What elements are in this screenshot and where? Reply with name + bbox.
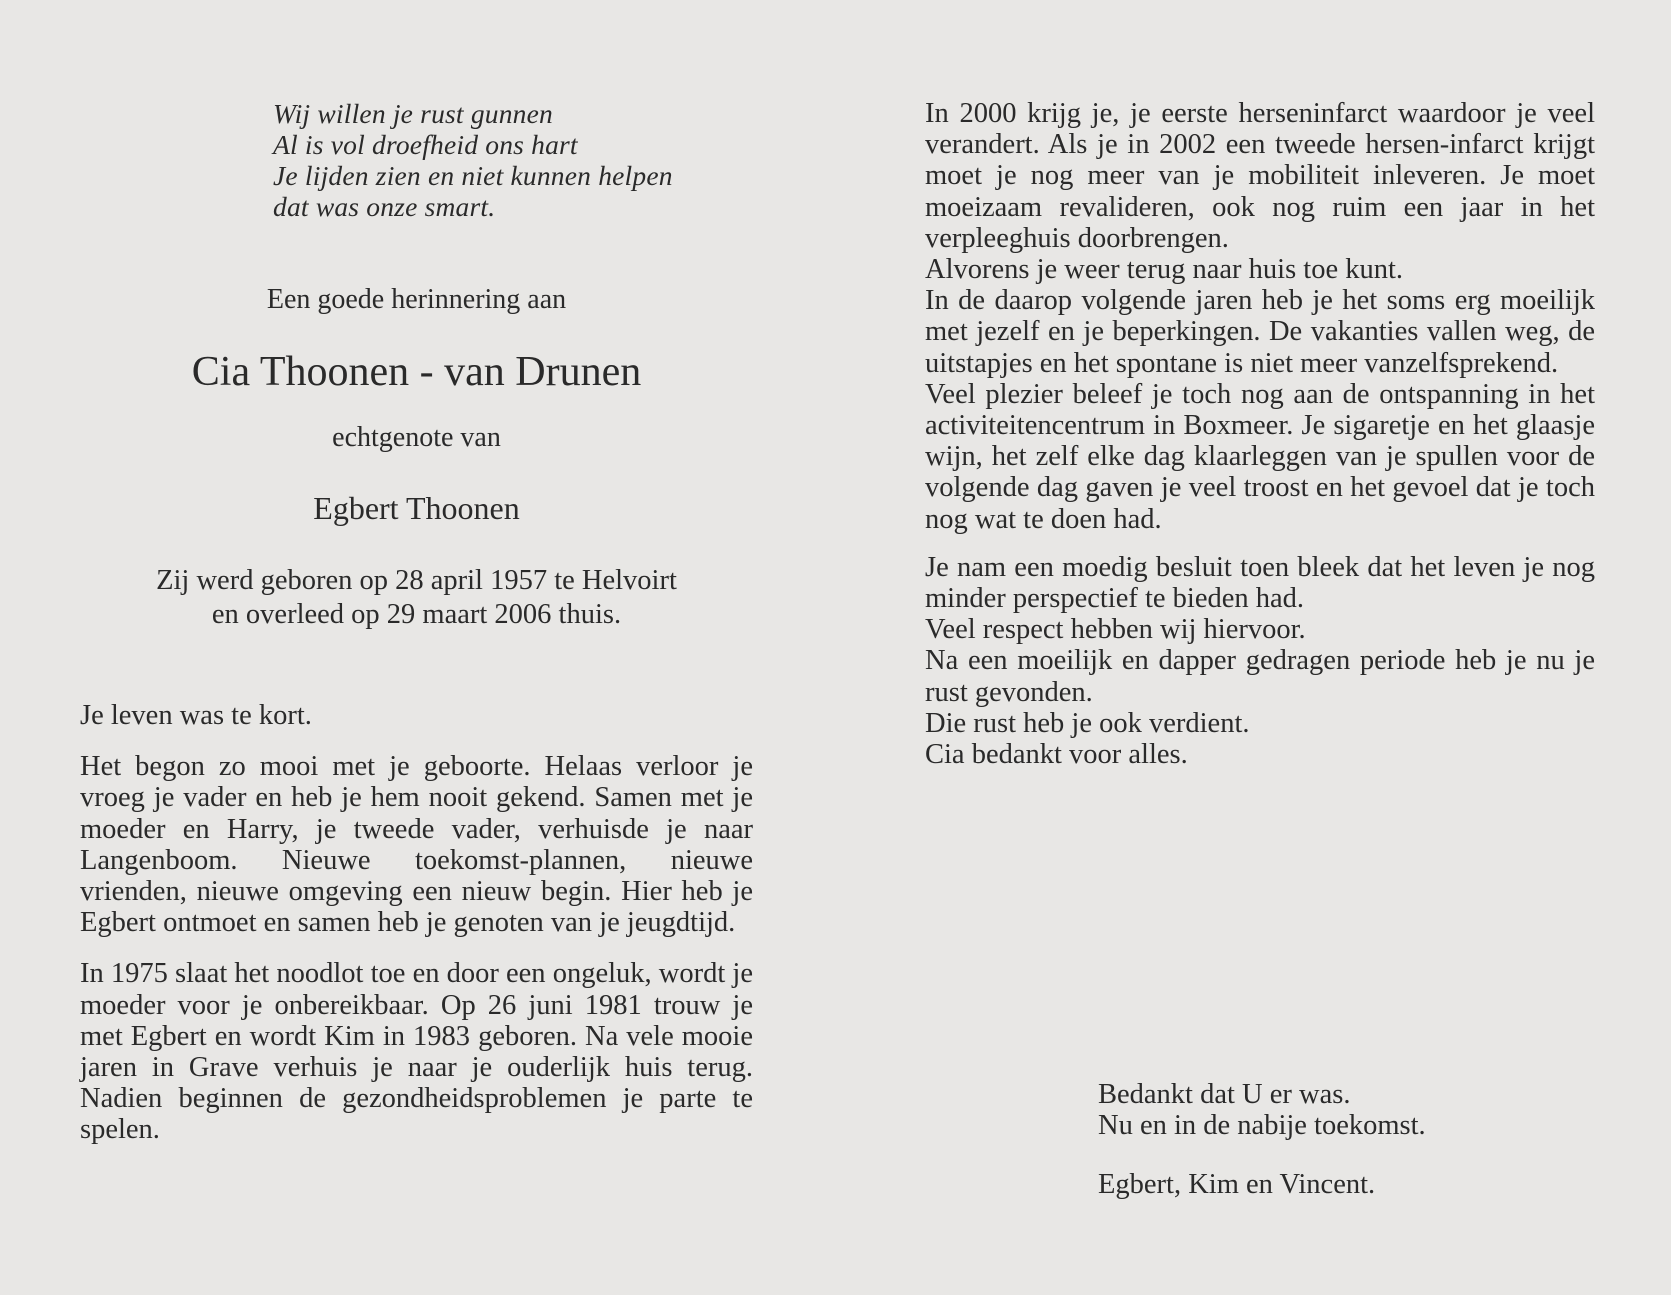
intro-text: Een goede herinnering aan	[266, 284, 567, 315]
left-text	[80, 700, 753, 1146]
spouse-label: echtgenote van	[332, 422, 501, 453]
paragraph: Het begon zo mooi met je geboorte. Helaas verloor je vroeg je vader en heb je hem nooit gekend. Samen met je moeder en Harry, je tweede vader, verhuisde je naar Langenboom. Nieuwe toekomst-plannen, nieuwe vrienden, nieuwe omgeving een nieuw begin. Hier heb je Egbert ontmoet en samen heb je genoten van je jeugdtijd.	[80, 751, 753, 939]
poem-line: Wij willen je rust gunnen	[273, 98, 553, 129]
poem	[273, 98, 753, 222]
life-dates	[80, 564, 753, 632]
paragraph: Je leven was te kort.	[80, 700, 312, 731]
paragraph: Cia bedankt voor alles.	[925, 739, 1188, 771]
death-line: en overleed op 29 maart 2006 thuis.	[211, 599, 622, 630]
paragraph-group	[925, 98, 1595, 285]
spouse-name: Egbert Thoonen	[313, 490, 520, 526]
right-column	[925, 98, 1595, 770]
paragraph: Die rust heb je ook verdient.	[925, 707, 1250, 739]
closing-line: Nu en in de nabije toekomst.	[1098, 1110, 1426, 1141]
poem-line: dat was onze smart.	[273, 191, 496, 222]
paragraph-group	[925, 379, 1595, 535]
poem-line: Je lijden zien en niet kunnen helpen	[273, 160, 673, 191]
signature: Egbert, Kim en Vincent.	[1098, 1169, 1376, 1200]
paragraph: In de daarop volgende jaren heb je het soms erg moeilijk met jezelf en je beperkingen. De vakanties vallen weg, de uitstapjes en het spontane is niet meer vanzelfsprekend.	[925, 285, 1595, 379]
paragraph: Je nam een moedig besluit toen bleek dat het leven je nog minder perspectief te bieden had.	[925, 551, 1595, 615]
paragraph: In 1975 slaat het noodlot toe en door een ongeluk, wordt je moeder voor je onbereikbaar. Op 26 juni 1981 trouw je met Egbert en wordt Kim in 1983 geboren. Na vele mooie jaren in Grave verhuis je naar je ouderlijk huis terug. Nadien beginnen de gezondheidsproblemen je parte te spelen.	[80, 958, 753, 1146]
paragraph: In 2000 krijg je, je eerste herseninfarct waardoor je veel verandert. Als je in 2002 een tweede hersen-infarct krijgt moet je nog meer van je mobiliteit inleveren. Je moet moeizaam revalideren, ook nog ruim een jaar in het verpleeghuis doorbrengen.	[925, 98, 1595, 254]
poem-line: Al is vol droefheid ons hart	[273, 129, 578, 160]
birth-line: Zij werd geboren op 28 april 1957 te Helvoirt	[156, 565, 677, 596]
paragraph: Veel respect hebben wij hiervoor.	[925, 614, 1306, 646]
closing-line: Bedankt dat U er was.	[1098, 1079, 1351, 1110]
paragraph: Alvorens je weer terug naar huis toe kunt.	[925, 254, 1404, 286]
paragraph: Veel plezier beleef je toch nog aan de ontspanning in het activiteitencentrum in Boxmeer. Je sigaretje en het glaasje wijn, het zelf elke dag klaarleggen van je spullen voor de volgende dag gaven je veel troost en het gevoel dat je toch nog wat te doen had.	[925, 378, 1595, 535]
paragraph: Na een moeilijk en dapper gedragen periode heb je nu je rust gevonden.	[925, 645, 1595, 708]
deceased-name: Cia Thoonen - van Drunen	[191, 349, 642, 395]
closing-block	[1098, 1079, 1426, 1200]
left-column	[80, 98, 753, 1146]
paragraph-group	[925, 552, 1595, 770]
